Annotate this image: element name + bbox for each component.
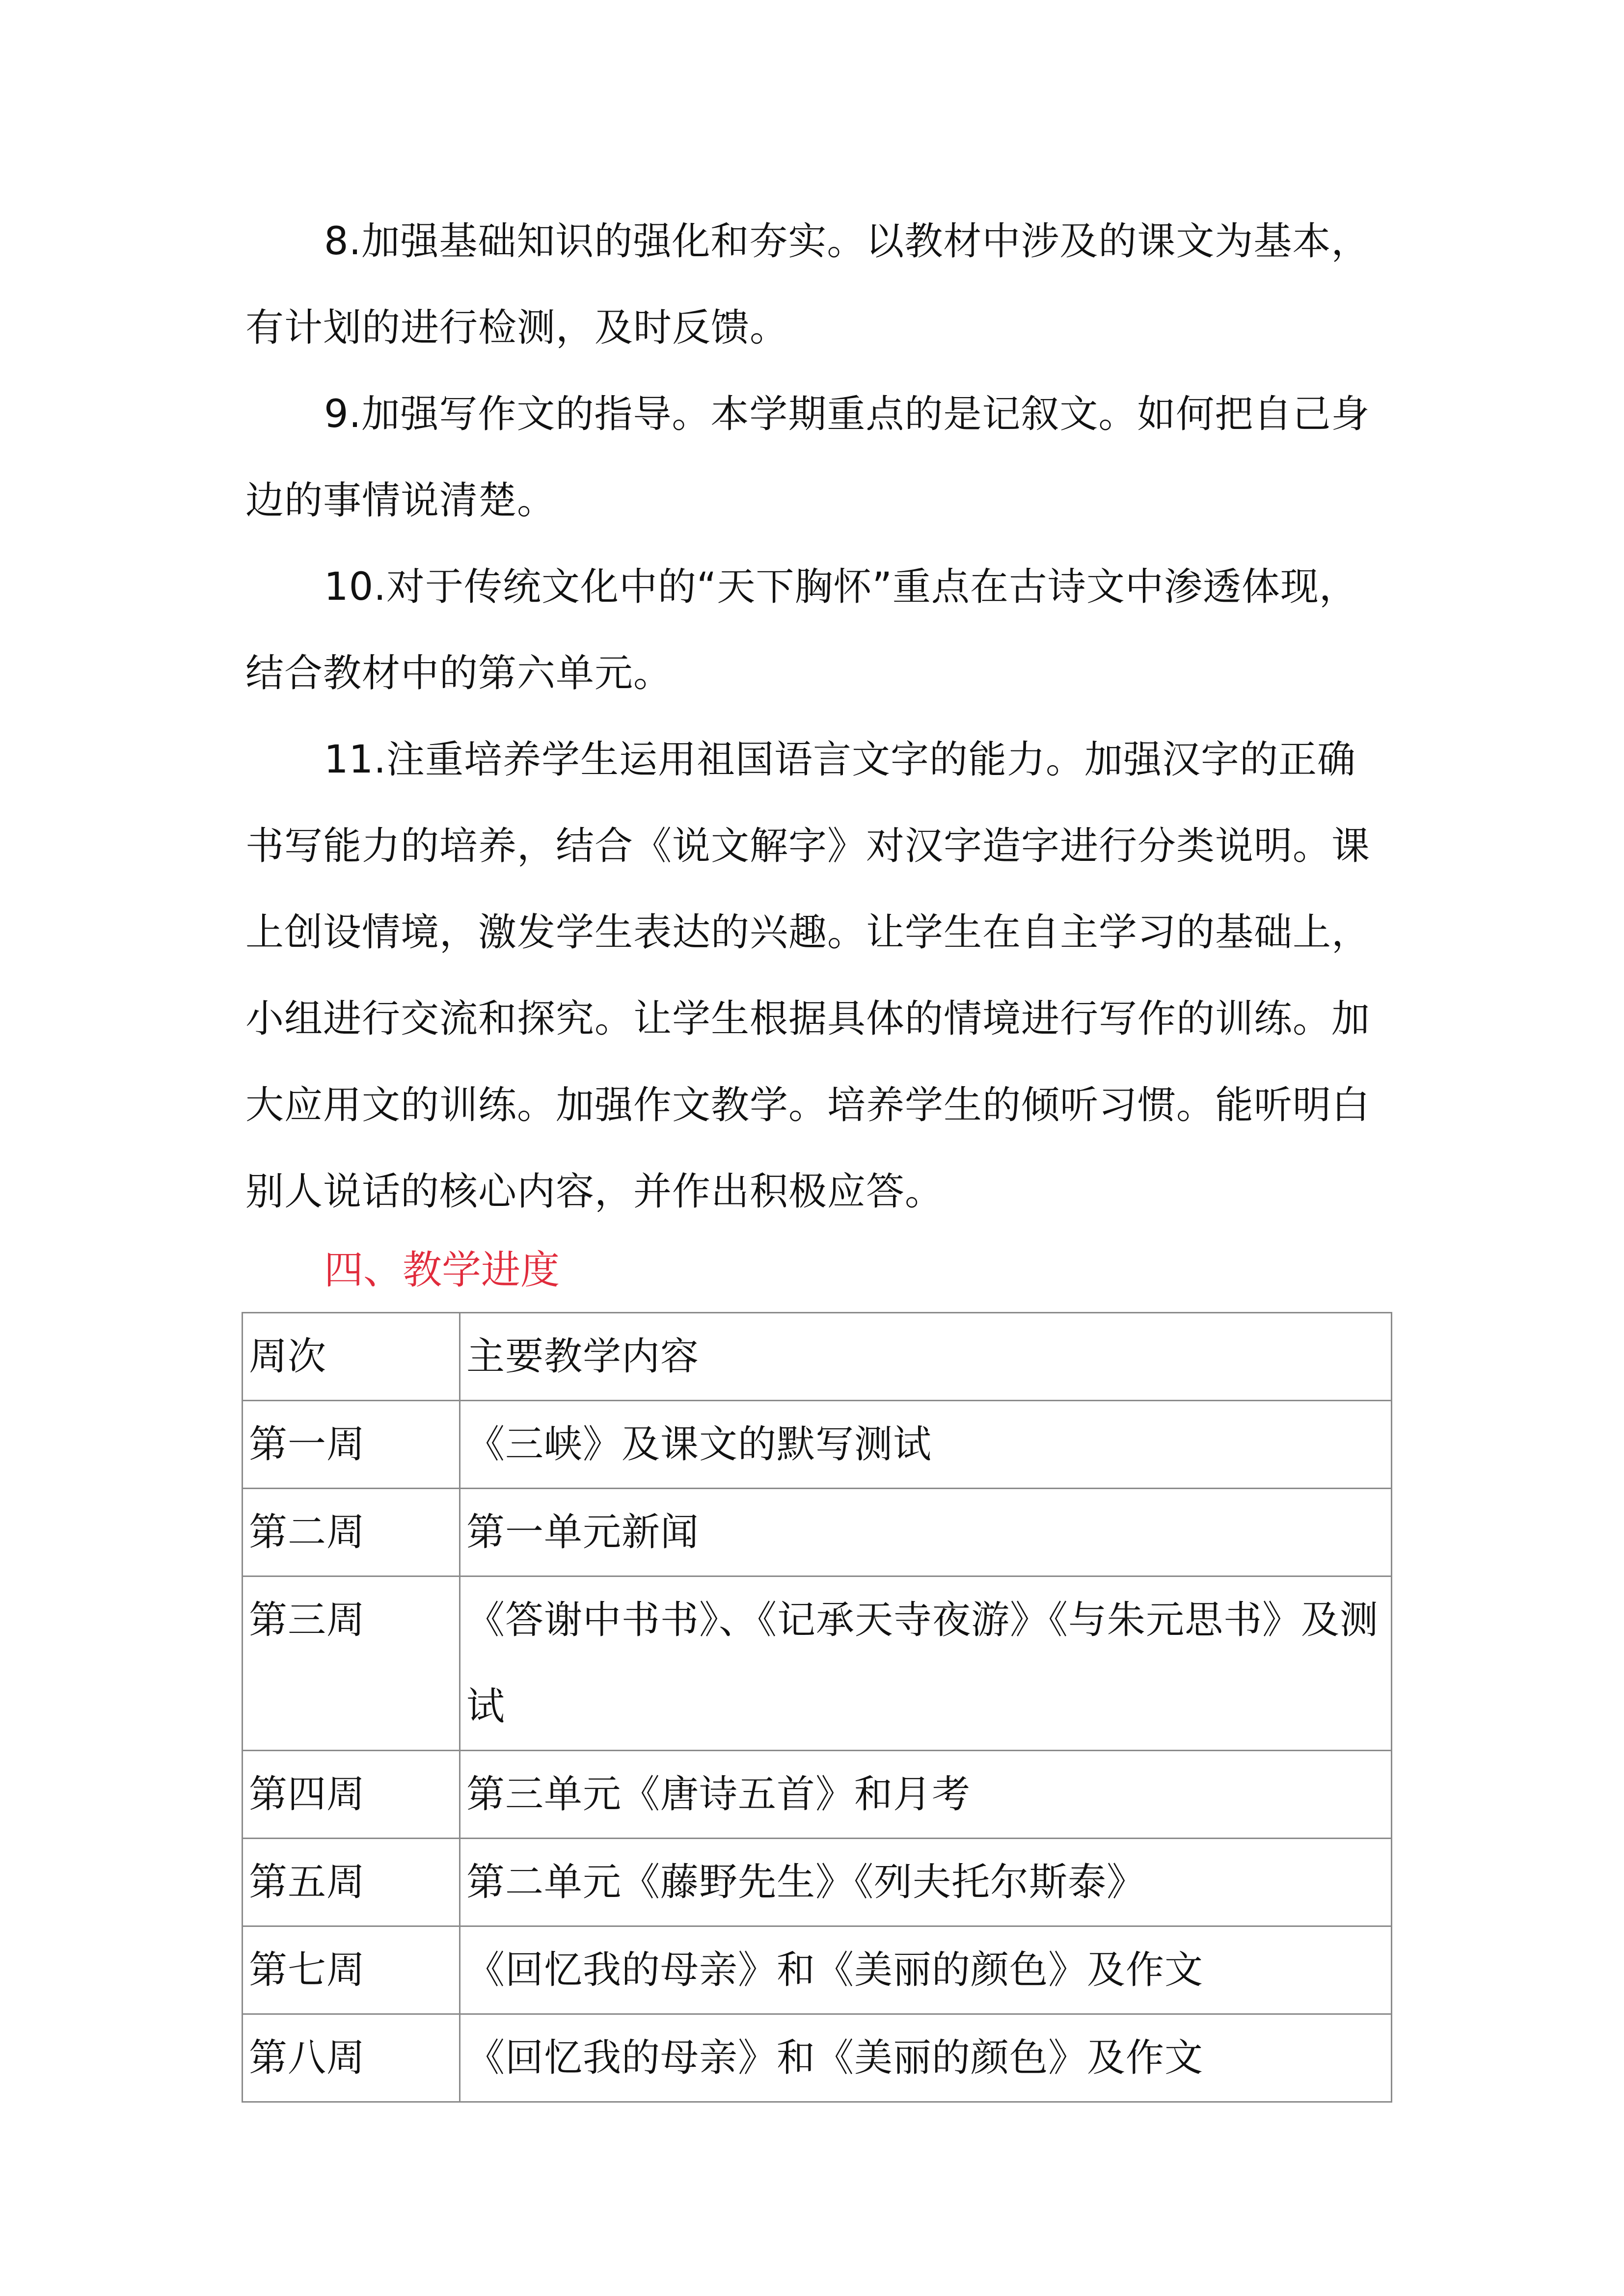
content-cell: 《三峡》及课文的默写测试	[460, 1401, 1392, 1489]
table-row	[243, 1576, 1392, 1751]
header-cell-content: 主要教学内容	[460, 1313, 1392, 1401]
table-row	[243, 2014, 1392, 2102]
week-cell: 第二周	[243, 1489, 460, 1576]
week-cell: 第四周	[243, 1751, 460, 1839]
schedule-table	[242, 1312, 1392, 2103]
content-cell: 第三单元《唐诗五首》和月考	[460, 1751, 1392, 1839]
table-row	[243, 1926, 1392, 2014]
section-heading: 四、教学进度	[324, 1247, 560, 1293]
paragraph-item-11: 11.注重培养学生运用祖国语言文字的能力。加强汉字的正确书写能力的培养，结合《说文解字》对汉字造字进行分类说明。课上创设情境，激发学生表达的兴趣。让学生在自主学习的基础上，小组进行交流和探究。让学生根据具体的情境进行写作的训练。加大应用文的训练。加强作文教学。培养学生的倾听习惯。能听明白别人说话的核心内容，并作出积极应答。	[245, 738, 1371, 1214]
table-row	[243, 1401, 1392, 1489]
table-row	[243, 1839, 1392, 1926]
content-cell: 《答谢中书书》、《记承天寺夜游》《与朱元思书》及测试	[460, 1576, 1392, 1751]
week-cell: 第七周	[243, 1926, 460, 2014]
paragraph-item-8: 8.加强基础知识的强化和夯实。以教材中涉及的课文为基本，有计划的进行检测，及时反馈。	[245, 219, 1370, 350]
table-row	[243, 1751, 1392, 1839]
content-cell: 第一单元新闻	[460, 1489, 1392, 1576]
week-cell: 第一周	[243, 1401, 460, 1489]
paragraph-item-10: 10.对于传统文化中的“天下胸怀”重点在古诗文中渗透体现，结合教材中的第六单元。	[245, 565, 1358, 695]
week-cell: 第五周	[243, 1839, 460, 1926]
content-cell: 《回忆我的母亲》和《美丽的颜色》及作文	[460, 1926, 1392, 2014]
content-cell: 《回忆我的母亲》和《美丽的颜色》及作文	[460, 2014, 1392, 2102]
paragraph-item-9: 9.加强写作文的指导。本学期重点的是记叙文。如何把自己身边的事情说清楚。	[245, 392, 1370, 523]
table-row	[243, 1489, 1392, 1576]
header-cell-week: 周次	[243, 1313, 460, 1401]
content-cell: 第二单元《藤野先生》《列夫托尔斯泰》	[460, 1839, 1392, 1926]
table-header-row	[243, 1313, 1392, 1401]
week-cell: 第八周	[243, 2014, 460, 2102]
week-cell: 第三周	[243, 1576, 460, 1751]
